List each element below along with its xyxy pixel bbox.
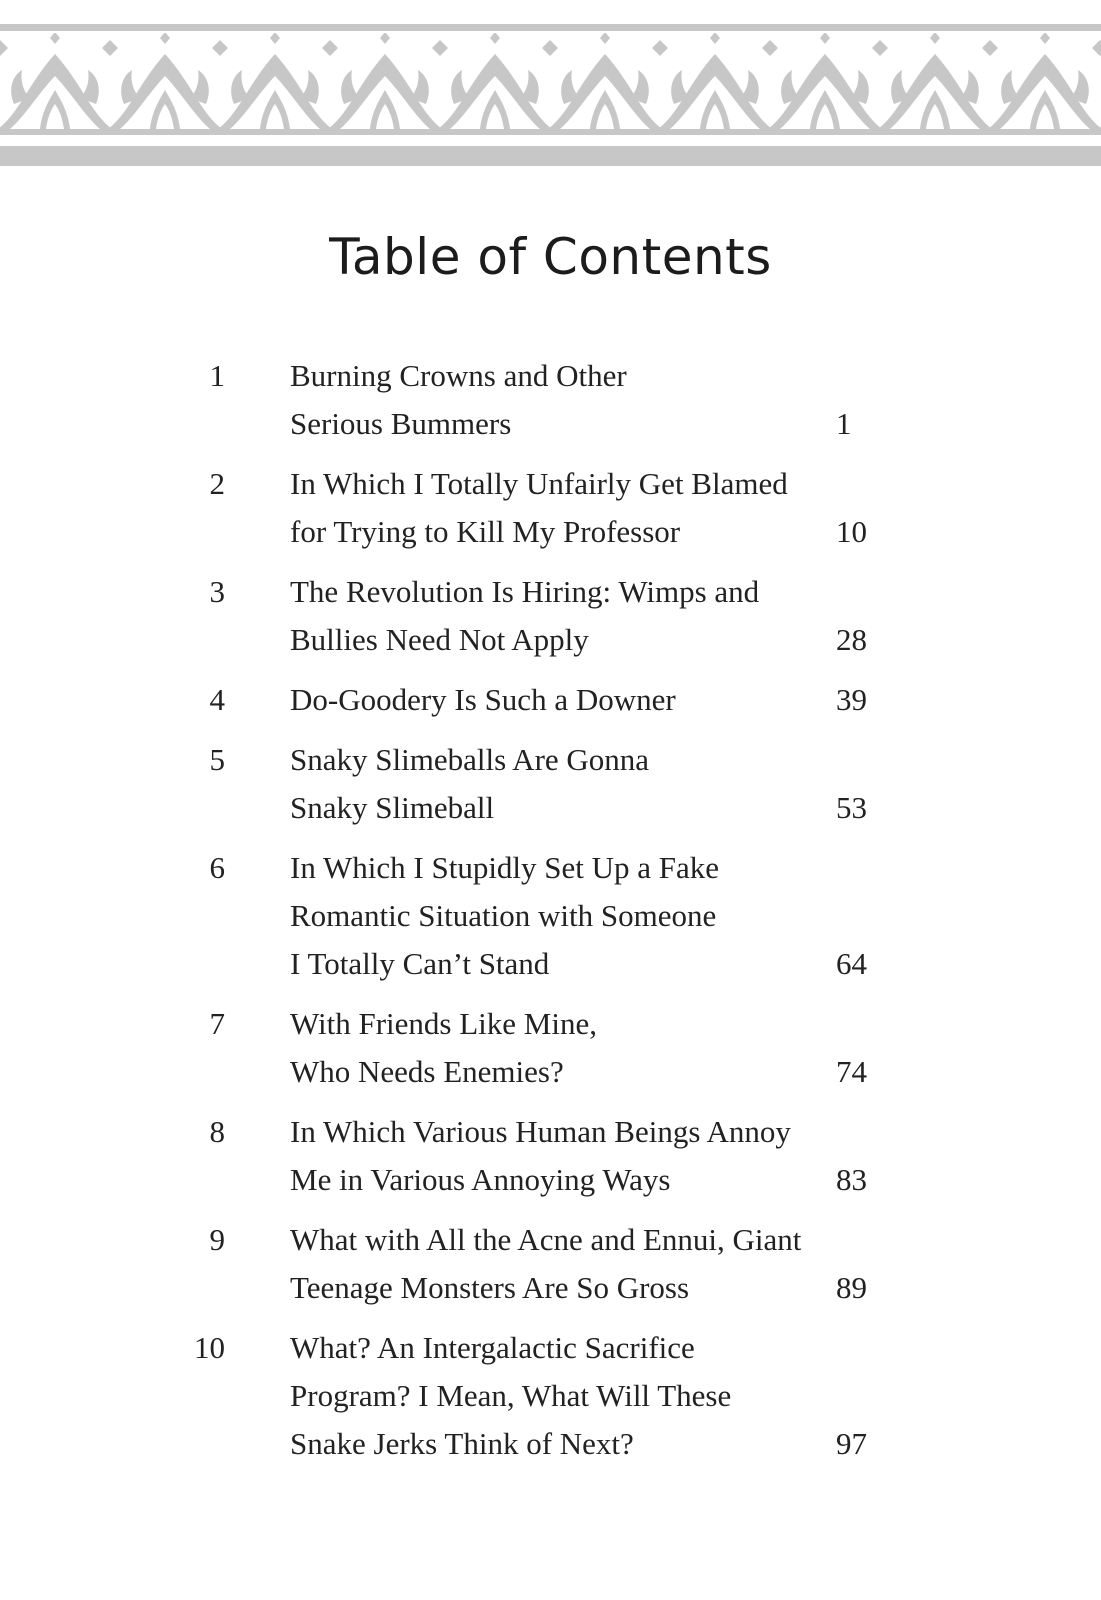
chapter-title-line: With Friends Like Mine,: [290, 1006, 597, 1041]
chapter-number: 9: [209, 1222, 225, 1257]
chapter-title: [290, 568, 830, 664]
chapter-title: [290, 352, 830, 448]
chapter-title: [290, 1000, 830, 1096]
chapter-title-line: Burning Crowns and Other: [290, 358, 627, 393]
chapter-title-line: Serious Bummers: [290, 406, 512, 441]
chapter-title: [290, 736, 830, 832]
chapter-number: 4: [209, 682, 225, 717]
toc-entry: [0, 568, 1101, 664]
toc-entry: [0, 844, 1101, 988]
chapter-title-line: I Totally Can’t Stand: [290, 946, 550, 981]
chapter-page-number: 53: [836, 790, 867, 825]
chapter-number: 7: [209, 1006, 225, 1041]
chapter-title-line: In Which I Stupidly Set Up a Fake: [290, 850, 720, 885]
toc-entry: [0, 352, 1101, 448]
chapter-title-line: Me in Various Annoying Ways: [290, 1162, 671, 1197]
chapter-number: 1: [209, 358, 225, 393]
chapter-title: [290, 1216, 830, 1312]
chapter-number: 2: [209, 466, 225, 501]
chapter-title-line: Who Needs Enemies?: [290, 1054, 564, 1089]
chapter-title: [290, 844, 830, 988]
chapter-title-line: Program? I Mean, What Will These: [290, 1378, 732, 1413]
chapter-title-line: Romantic Situation with Someone: [290, 898, 717, 933]
chapter-title: [290, 676, 830, 724]
chapter-title-line: Teenage Monsters Are So Gross: [290, 1270, 690, 1305]
chapter-page-number: 89: [836, 1270, 867, 1305]
toc-entry: [0, 460, 1101, 556]
chapter-page-number: 1: [836, 406, 852, 441]
chapter-number: 5: [209, 742, 225, 777]
chapter-title-line: Do-Goodery Is Such a Downer: [290, 682, 676, 717]
chapter-title-line: What with All the Acne and Ennui, Giant: [290, 1222, 802, 1257]
header-border-ornament: [0, 24, 1101, 169]
chapter-title-line: Snaky Slimeball: [290, 790, 495, 825]
table-of-contents: [0, 352, 1101, 1480]
chapter-title-line: for Trying to Kill My Professor: [290, 514, 681, 549]
chapter-page-number: 74: [836, 1054, 867, 1089]
chapter-title-line: Snake Jerks Think of Next?: [290, 1426, 634, 1461]
chapter-page-number: 83: [836, 1162, 867, 1197]
chapter-page-number: 39: [836, 682, 867, 717]
page-title: Table of Contents: [329, 228, 772, 286]
chapter-title: [290, 1108, 830, 1204]
chapter-title-line: What? An Intergalactic Sacrifice: [290, 1330, 695, 1365]
toc-entry: [0, 1324, 1101, 1468]
chapter-number: 6: [209, 850, 225, 885]
toc-entry: [0, 1108, 1101, 1204]
chapter-page-number: 28: [836, 622, 867, 657]
chapter-title-line: In Which Various Human Beings Annoy: [290, 1114, 791, 1149]
chapter-title: [290, 460, 830, 556]
chapter-title: [290, 1324, 830, 1468]
chapter-number: 8: [209, 1114, 225, 1149]
chapter-number: 3: [209, 574, 225, 609]
chapter-page-number: 10: [836, 514, 867, 549]
chapter-page-number: 97: [836, 1426, 867, 1461]
toc-entry: [0, 736, 1101, 832]
chapter-number: 10: [194, 1330, 225, 1365]
toc-entry: [0, 1000, 1101, 1096]
toc-entry: [0, 676, 1101, 724]
chapter-title-line: In Which I Totally Unfairly Get Blamed: [290, 466, 788, 501]
chapter-title-line: The Revolution Is Hiring: Wimps and: [290, 574, 760, 609]
chapter-page-number: 64: [836, 946, 867, 981]
chapter-title-line: Bullies Need Not Apply: [290, 622, 589, 657]
chapter-title-line: Snaky Slimeballs Are Gonna: [290, 742, 650, 777]
toc-entry: [0, 1216, 1101, 1312]
